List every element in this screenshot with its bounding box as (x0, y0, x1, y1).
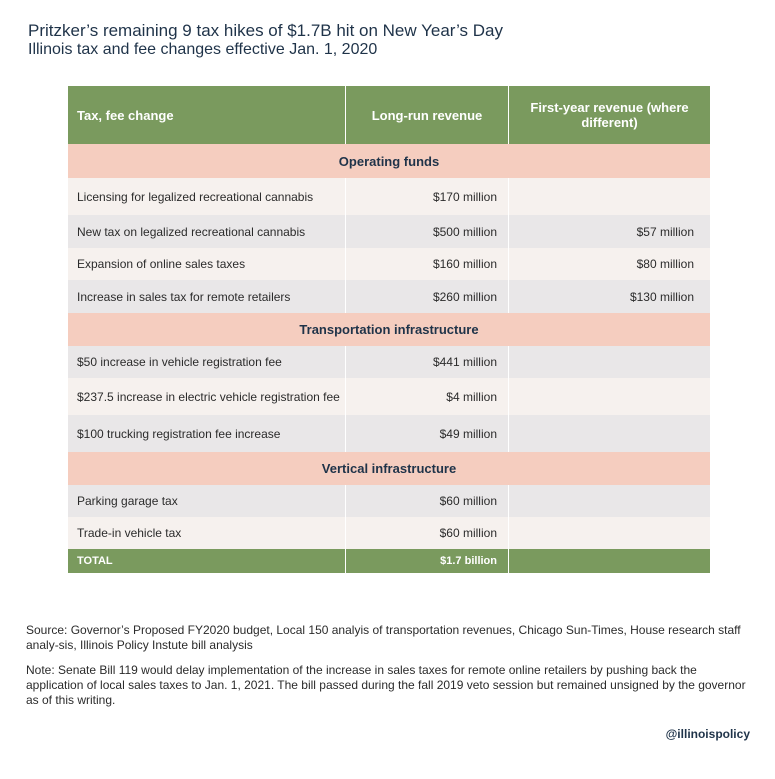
row-label: $237.5 increase in electric vehicle registration fee (77, 389, 340, 404)
footnote: Note: Senate Bill 119 would delay implementation of the increase in sales taxes for remote online retailers by pushing back the application of local sales taxes to Jan. 1, 2021. The bill passed during the fall 2019 veto session but remained unsigned by the governor as of this writing. (26, 663, 746, 707)
table-row (68, 215, 710, 248)
header-first-year-revenue (508, 86, 710, 144)
header-first-year-label: First-year revenue (where different) (530, 100, 689, 130)
tax-table (68, 86, 710, 573)
row-first-year: $57 million (508, 215, 710, 248)
header-tax-fee-change: Tax, fee change (77, 107, 174, 123)
row-first-year: $130 million (508, 280, 710, 313)
row-long-run: $60 million (345, 517, 508, 549)
section-operating-funds: Operating funds (68, 144, 710, 178)
table-row (68, 280, 710, 313)
row-first-year (508, 378, 710, 415)
row-long-run: $170 million (345, 178, 508, 215)
chart-title: Pritzker’s remaining 9 tax hikes of $1.7B hit on New Year’s Day (28, 21, 503, 40)
table-row (68, 415, 710, 452)
row-label: $50 increase in vehicle registration fee (77, 355, 282, 369)
header-long-run-revenue: Long-run revenue (345, 86, 508, 144)
brand-handle: @illinoispolicy (665, 727, 750, 741)
table-row (68, 517, 710, 549)
total-row (68, 549, 710, 573)
row-first-year (508, 178, 710, 215)
section-vertical-infrastructure: Vertical infrastructure (68, 452, 710, 485)
row-label: $100 trucking registration fee increase (77, 426, 281, 441)
total-first-year (508, 549, 710, 573)
row-first-year (508, 485, 710, 517)
row-long-run: $160 million (345, 248, 508, 280)
source-note: Source: Governor’s Proposed FY2020 budget, Local 150 analyis of transportation revenues, Chicago Sun-Times, House research staff analy-sis, Illinois Policy Instute bill analysis (26, 623, 741, 652)
table-row (68, 485, 710, 517)
table-header-row (68, 86, 710, 144)
row-label: New tax on legalized recreational cannabis (77, 224, 306, 239)
row-first-year (508, 415, 710, 452)
row-label: Parking garage tax (77, 494, 178, 508)
row-label: Expansion of online sales taxes (77, 257, 246, 271)
table-row (68, 248, 710, 280)
total-label: TOTAL (77, 555, 113, 567)
row-long-run: $4 million (345, 378, 508, 415)
total-long-run: $1.7 billion (345, 549, 508, 573)
table-row (68, 378, 710, 415)
table-row (68, 346, 710, 378)
row-first-year (508, 346, 710, 378)
row-first-year (508, 517, 710, 549)
row-label: Trade-in vehicle tax (77, 526, 182, 540)
chart-subtitle: Illinois tax and fee changes effective Jan. 1, 2020 (28, 41, 378, 58)
row-first-year: $80 million (508, 248, 710, 280)
row-label: Increase in sales tax for remote retailers (77, 289, 291, 304)
section-transportation-infrastructure: Transportation infrastructure (68, 313, 710, 346)
row-label: Licensing for legalized recreational cannabis (77, 189, 314, 204)
row-long-run: $500 million (345, 215, 508, 248)
row-long-run: $260 million (345, 280, 508, 313)
row-long-run: $60 million (345, 485, 508, 517)
row-long-run: $441 million (345, 346, 508, 378)
row-long-run: $49 million (345, 415, 508, 452)
table-row (68, 178, 710, 215)
